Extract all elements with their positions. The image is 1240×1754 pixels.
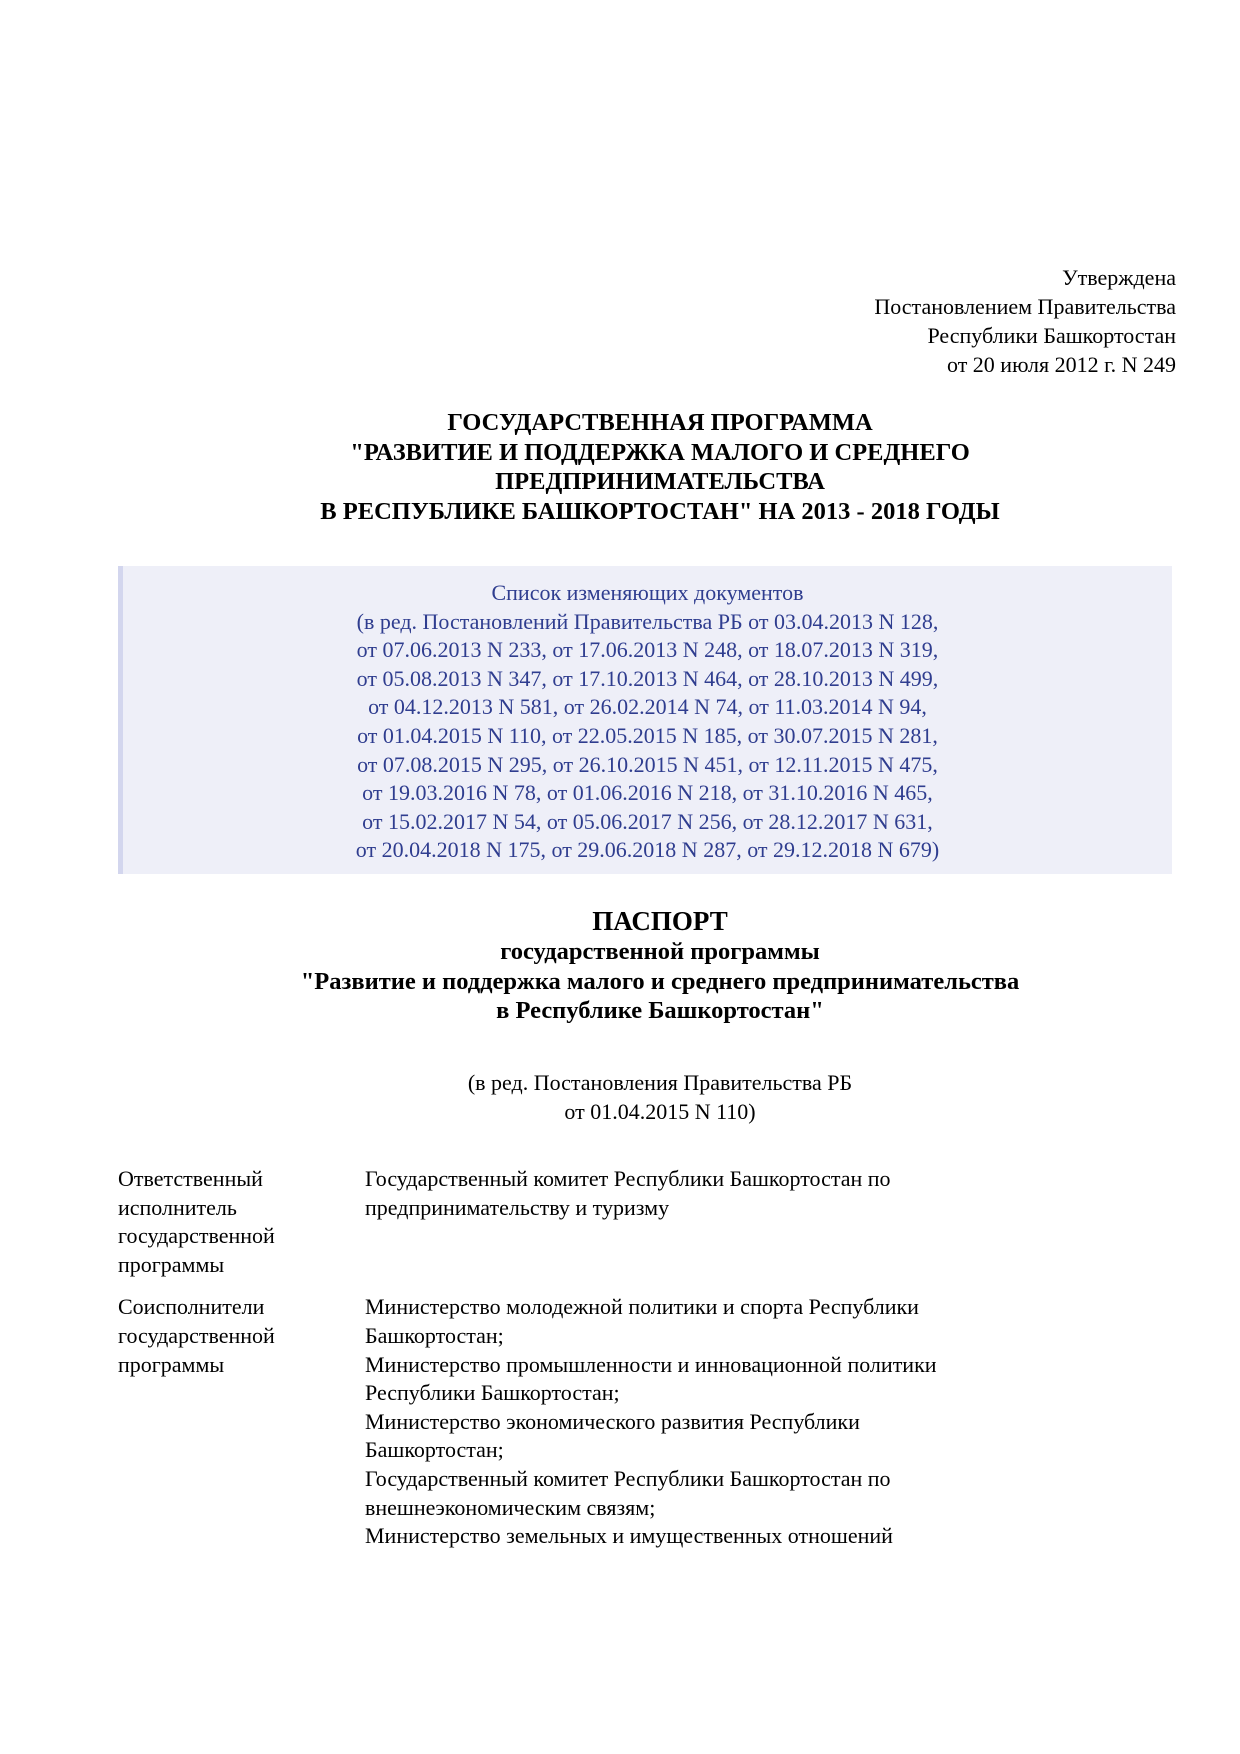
title-line: "РАЗВИТИЕ И ПОДДЕРЖКА МАЛОГО И СРЕДНЕГО bbox=[350, 438, 970, 466]
row-value-line: Министерство экономического развития Республики bbox=[365, 1408, 860, 1434]
amendment-line: от 07.08.2015 N 295, от 26.10.2015 N 451, от 12.11.2015 N 475, bbox=[357, 751, 938, 777]
passport-title bbox=[160, 905, 1160, 1026]
title-line: ПРЕДПРИНИМАТЕЛЬСТВА bbox=[495, 468, 825, 495]
row-value-line: Министерство промышленности и инновационной политики bbox=[365, 1351, 937, 1377]
approval-line: от 20 июля 2012 г. N 249 bbox=[946, 352, 1176, 377]
row-value-line: внешнеэкономическим связям; bbox=[365, 1494, 656, 1520]
passport-note-line: (в ред. Постановления Правительства РБ bbox=[467, 1070, 853, 1095]
table-row bbox=[118, 1293, 1128, 1550]
row-label-line: Соисполнители bbox=[118, 1294, 265, 1320]
row-label bbox=[118, 1165, 365, 1279]
amendments-box bbox=[118, 566, 1172, 874]
amendment-line: от 19.03.2016 N 78, от 01.06.2016 N 218, от 31.10.2016 N 465, bbox=[362, 780, 933, 806]
amendments-text bbox=[123, 579, 1172, 865]
row-value-line: Башкортостан; bbox=[365, 1437, 504, 1463]
amendment-line: от 01.04.2015 N 110, от 22.05.2015 N 185, от 30.07.2015 N 281, bbox=[357, 722, 938, 748]
row-value-line: Министерство молодежной политики и спорта Республики bbox=[365, 1294, 919, 1320]
program-title bbox=[160, 408, 1160, 526]
row-value-line: предпринимательству и туризму bbox=[365, 1194, 670, 1220]
title-line: В РЕСПУБЛИКЕ БАШКОРТОСТАН" НА 2013 - 2018 ГОДЫ bbox=[320, 497, 1000, 525]
amendment-line: от 07.06.2013 N 233, от 17.06.2013 N 248, от 18.07.2013 N 319, bbox=[356, 637, 939, 663]
table-row bbox=[118, 1165, 1128, 1279]
amendment-line: (в ред. Постановлений Правительства РБ от 03.04.2013 N 128, bbox=[356, 608, 939, 634]
row-label-line: исполнитель bbox=[118, 1194, 237, 1220]
amendment-line: от 04.12.2013 N 581, от 26.02.2014 N 74, от 11.03.2014 N 94, bbox=[368, 694, 927, 720]
row-value-line: Башкортостан; bbox=[365, 1322, 504, 1348]
title-line: ГОСУДАРСТВЕННАЯ ПРОГРАММА bbox=[447, 409, 873, 436]
amendment-line: от 20.04.2018 N 175, от 29.06.2018 N 287, от 29.12.2018 N 679) bbox=[355, 837, 940, 863]
row-label bbox=[118, 1293, 365, 1550]
passport-heading: ПАСПОРТ bbox=[592, 906, 728, 936]
row-label-line: Ответственный bbox=[118, 1166, 263, 1191]
passport-subtitle-line: "Развитие и поддержка малого и среднего предпринимательства bbox=[300, 967, 1020, 995]
passport-note-line: от 01.04.2015 N 110) bbox=[564, 1099, 756, 1124]
row-label-line: программы bbox=[118, 1251, 225, 1277]
passport-subtitle-line: государственной программы bbox=[500, 938, 820, 965]
passport-note bbox=[160, 1068, 1160, 1126]
amendment-line: от 05.08.2013 N 347, от 17.10.2013 N 464, от 28.10.2013 N 499, bbox=[356, 665, 939, 691]
row-label-line: государственной bbox=[118, 1223, 275, 1249]
row-value-line: Государственный комитет Республики Башкортостан по bbox=[365, 1166, 891, 1191]
row-value bbox=[365, 1293, 1128, 1550]
approval-line: Утверждена bbox=[1062, 265, 1176, 290]
row-value-line: Республики Башкортостан; bbox=[365, 1380, 620, 1406]
row-value-line: Государственный комитет Республики Башкортостан по bbox=[365, 1465, 891, 1491]
passport-table bbox=[118, 1165, 1128, 1565]
row-label-line: программы bbox=[118, 1351, 225, 1377]
row-label-line: государственной bbox=[118, 1322, 275, 1348]
amendment-line: от 15.02.2017 N 54, от 05.06.2017 N 256, от 28.12.2017 N 631, bbox=[362, 808, 933, 834]
approval-line: Республики Башкортостан bbox=[927, 323, 1176, 348]
row-value bbox=[365, 1165, 1128, 1279]
amendments-heading: Список изменяющих документов bbox=[491, 580, 804, 605]
row-value-line: Министерство земельных и имущественных отношений bbox=[365, 1523, 893, 1549]
approval-line: Постановлением Правительства bbox=[874, 294, 1176, 319]
passport-subtitle-line: в Республике Башкортостан" bbox=[496, 997, 824, 1024]
approval-stamp bbox=[874, 263, 1176, 379]
